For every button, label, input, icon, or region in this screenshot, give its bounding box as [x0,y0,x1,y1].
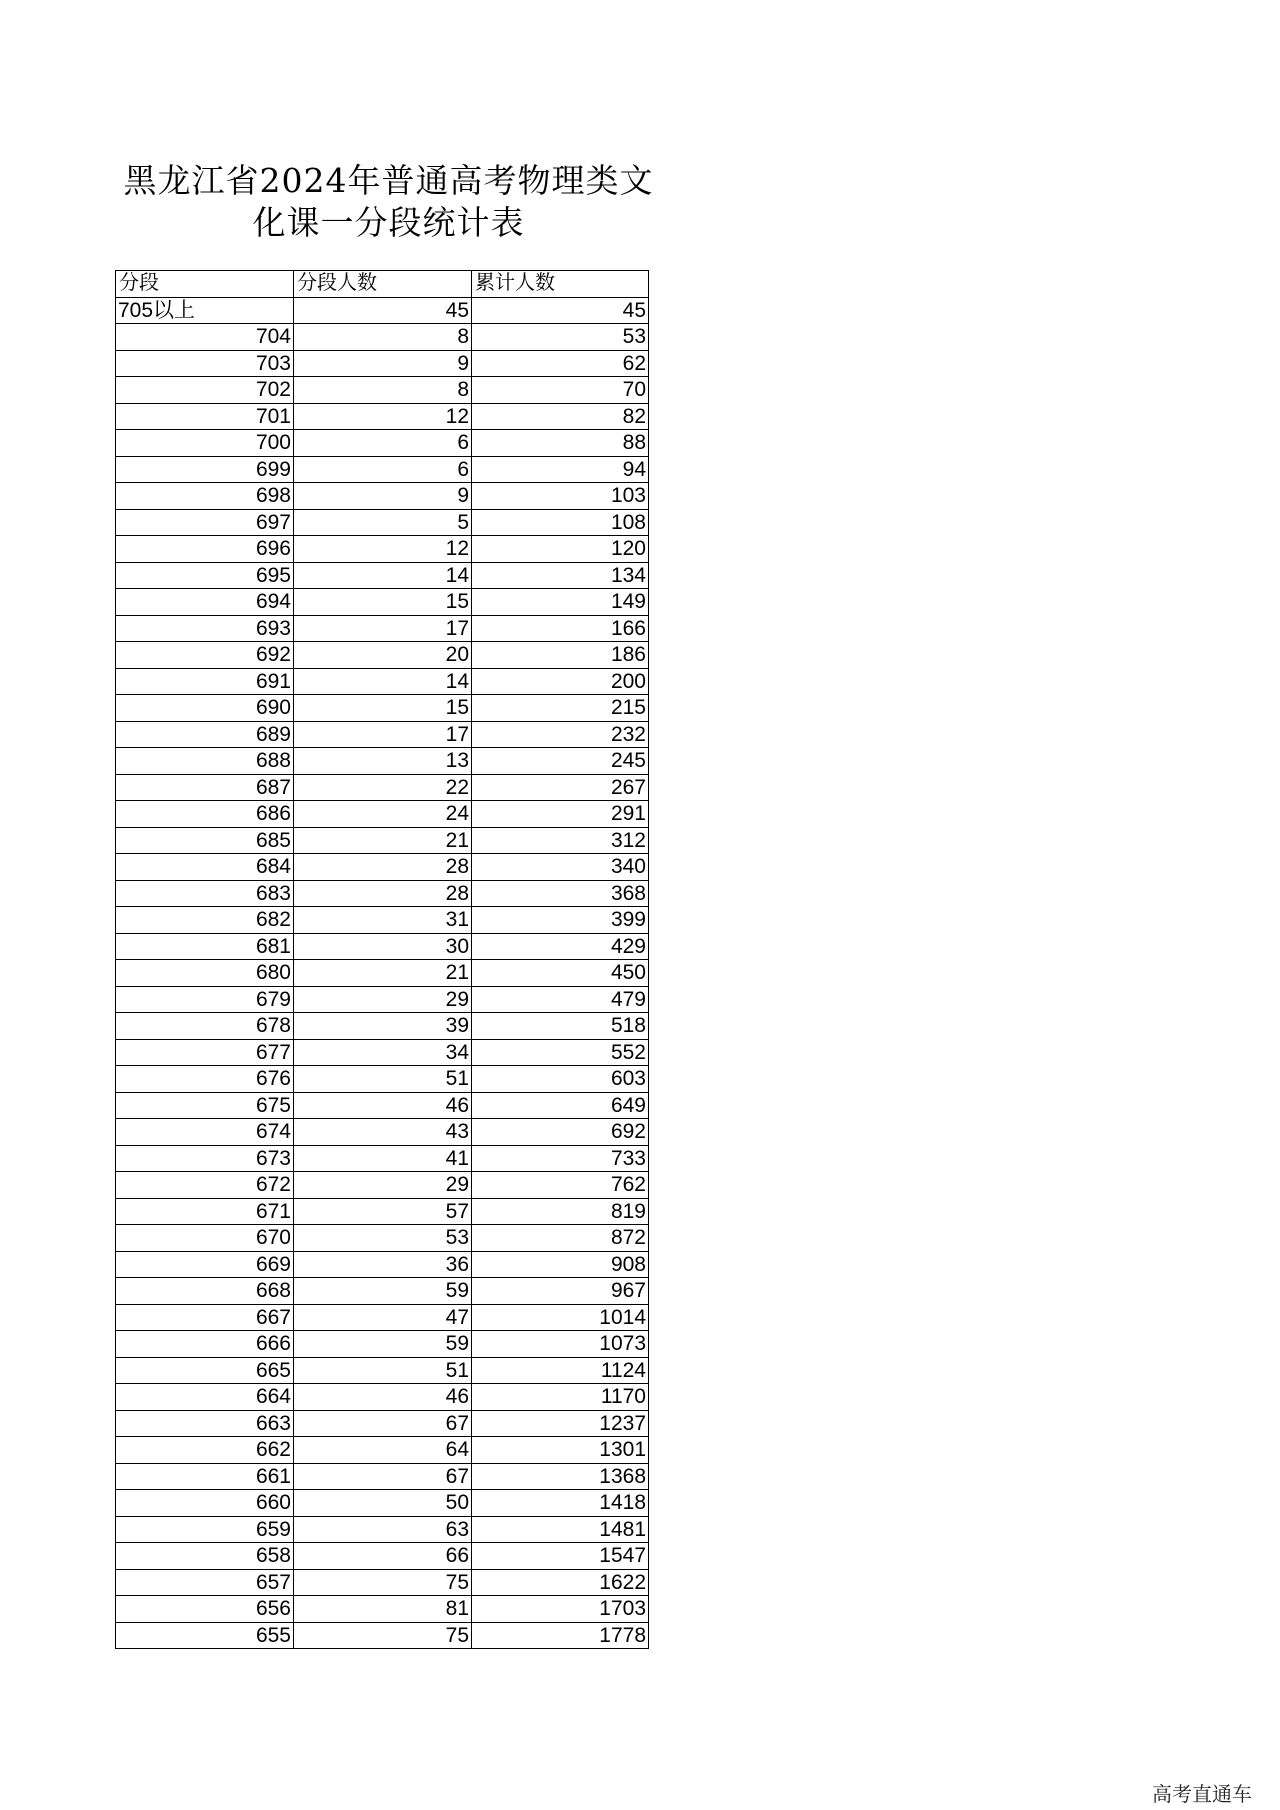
table-row [116,324,649,351]
cumulative-count-cell: 1237 [472,1410,649,1437]
table-row [116,1145,649,1172]
cumulative-count-cell: 908 [472,1251,649,1278]
band-count-cell: 63 [294,1516,472,1543]
score-band-cell: 657 [116,1569,294,1596]
score-band-cell: 662 [116,1437,294,1464]
band-count-cell: 36 [294,1251,472,1278]
score-band-cell: 673 [116,1145,294,1172]
table-row [116,1543,649,1570]
table-row [116,907,649,934]
score-band-cell: 684 [116,854,294,881]
cumulative-count-cell: 1014 [472,1304,649,1331]
cumulative-count-cell: 1124 [472,1357,649,1384]
band-count-cell: 15 [294,589,472,616]
band-count-cell: 67 [294,1463,472,1490]
score-band-cell: 664 [116,1384,294,1411]
cumulative-count-cell: 762 [472,1172,649,1199]
cumulative-count-cell: 692 [472,1119,649,1146]
cumulative-count-cell: 1703 [472,1596,649,1623]
band-count-cell: 47 [294,1304,472,1331]
score-band-cell: 698 [116,483,294,510]
table-row [116,642,649,669]
table-row [116,1516,649,1543]
table-row [116,986,649,1013]
table-row [116,1331,649,1358]
score-band-cell: 668 [116,1278,294,1305]
score-band-cell: 678 [116,1013,294,1040]
band-count-cell: 51 [294,1357,472,1384]
table-row [116,960,649,987]
band-count-cell: 50 [294,1490,472,1517]
cumulative-count-cell: 1073 [472,1331,649,1358]
band-count-cell: 75 [294,1569,472,1596]
table-row [116,1013,649,1040]
band-count-cell: 67 [294,1410,472,1437]
cumulative-count-cell: 1418 [472,1490,649,1517]
cumulative-count-cell: 649 [472,1092,649,1119]
band-count-cell: 28 [294,854,472,881]
band-count-cell: 81 [294,1596,472,1623]
table-row [116,1119,649,1146]
band-count-cell: 29 [294,986,472,1013]
score-band-cell: 700 [116,430,294,457]
cumulative-count-cell: 94 [472,456,649,483]
score-band-cell: 697 [116,509,294,536]
band-count-cell: 8 [294,377,472,404]
band-count-cell: 13 [294,748,472,775]
table-row [116,1410,649,1437]
table-header-row [116,271,649,298]
band-count-cell: 57 [294,1198,472,1225]
table-row [116,1225,649,1252]
table-row [116,1251,649,1278]
score-band-cell: 683 [116,880,294,907]
score-band-cell: 655 [116,1622,294,1649]
table-row [116,430,649,457]
score-band-cell: 660 [116,1490,294,1517]
band-count-cell: 53 [294,1225,472,1252]
score-distribution-table [115,270,649,1649]
cumulative-count-cell: 215 [472,695,649,722]
band-count-cell: 12 [294,536,472,563]
band-count-cell: 6 [294,456,472,483]
cumulative-count-cell: 103 [472,483,649,510]
cumulative-count-cell: 518 [472,1013,649,1040]
watermark-text: 高考直通车 [1152,1784,1252,1806]
score-band-cell: 689 [116,721,294,748]
score-band-cell: 705以上 [116,297,294,324]
title-line-2: 化课一分段统计表 [252,203,525,242]
band-count-cell: 28 [294,880,472,907]
table-row [116,1622,649,1649]
cumulative-count-cell: 53 [472,324,649,351]
score-band-cell: 658 [116,1543,294,1570]
table-row [116,1278,649,1305]
table-row [116,801,649,828]
score-band-cell: 670 [116,1225,294,1252]
table-row [116,748,649,775]
table-row [116,1437,649,1464]
table-row [116,536,649,563]
cumulative-count-cell: 819 [472,1198,649,1225]
band-count-cell: 14 [294,562,472,589]
table-row [116,1384,649,1411]
band-count-cell: 21 [294,960,472,987]
score-band-cell: 691 [116,668,294,695]
cumulative-count-cell: 479 [472,986,649,1013]
score-band-cell: 661 [116,1463,294,1490]
cumulative-count-cell: 82 [472,403,649,430]
band-count-cell: 22 [294,774,472,801]
band-count-cell: 75 [294,1622,472,1649]
score-band-cell: 656 [116,1596,294,1623]
table-row [116,774,649,801]
document-title [116,160,661,244]
table-row [116,1092,649,1119]
cumulative-count-cell: 1547 [472,1543,649,1570]
band-count-cell: 15 [294,695,472,722]
cumulative-count-cell: 62 [472,350,649,377]
score-band-cell: 659 [116,1516,294,1543]
cumulative-count-cell: 186 [472,642,649,669]
band-count-cell: 14 [294,668,472,695]
table-row [116,1172,649,1199]
band-count-cell: 45 [294,297,472,324]
band-count-cell: 17 [294,615,472,642]
cumulative-count-cell: 1622 [472,1569,649,1596]
score-band-cell: 685 [116,827,294,854]
table-row [116,880,649,907]
cumulative-count-cell: 1481 [472,1516,649,1543]
score-band-cell: 695 [116,562,294,589]
score-band-cell: 669 [116,1251,294,1278]
score-band-cell: 704 [116,324,294,351]
cumulative-count-cell: 733 [472,1145,649,1172]
score-band-cell: 676 [116,1066,294,1093]
table-row [116,350,649,377]
table-row [116,483,649,510]
band-count-cell: 30 [294,933,472,960]
band-count-cell: 43 [294,1119,472,1146]
cumulative-count-cell: 340 [472,854,649,881]
cumulative-count-cell: 70 [472,377,649,404]
cumulative-count-cell: 88 [472,430,649,457]
band-count-cell: 31 [294,907,472,934]
score-band-cell: 703 [116,350,294,377]
cumulative-count-cell: 291 [472,801,649,828]
table-row [116,933,649,960]
cumulative-count-cell: 552 [472,1039,649,1066]
table-row [116,1039,649,1066]
table-row [116,615,649,642]
band-count-cell: 39 [294,1013,472,1040]
table-row [116,1463,649,1490]
cumulative-count-cell: 399 [472,907,649,934]
cumulative-count-cell: 166 [472,615,649,642]
band-count-cell: 46 [294,1092,472,1119]
band-count-cell: 24 [294,801,472,828]
table-row [116,377,649,404]
score-band-cell: 693 [116,615,294,642]
score-band-cell: 674 [116,1119,294,1146]
score-band-cell: 681 [116,933,294,960]
table-row [116,509,649,536]
score-band-cell: 692 [116,642,294,669]
band-count-cell: 46 [294,1384,472,1411]
band-count-cell: 59 [294,1331,472,1358]
table-row [116,1304,649,1331]
cumulative-count-cell: 429 [472,933,649,960]
score-band-cell: 675 [116,1092,294,1119]
cumulative-count-cell: 1170 [472,1384,649,1411]
cumulative-count-cell: 1368 [472,1463,649,1490]
score-band-cell: 701 [116,403,294,430]
cumulative-count-cell: 1301 [472,1437,649,1464]
band-count-cell: 6 [294,430,472,457]
table-row [116,1569,649,1596]
table-row [116,721,649,748]
score-band-cell: 687 [116,774,294,801]
score-band-cell: 694 [116,589,294,616]
table-row [116,1357,649,1384]
score-band-cell: 663 [116,1410,294,1437]
table-row [116,1198,649,1225]
band-count-cell: 8 [294,324,472,351]
cumulative-count-cell: 368 [472,880,649,907]
score-band-cell: 671 [116,1198,294,1225]
cumulative-count-cell: 1778 [472,1622,649,1649]
header-cumulative-count: 累计人数 [472,271,649,298]
band-count-cell: 41 [294,1145,472,1172]
cumulative-count-cell: 267 [472,774,649,801]
band-count-cell: 29 [294,1172,472,1199]
table-row [116,297,649,324]
score-band-cell: 666 [116,1331,294,1358]
score-band-cell: 696 [116,536,294,563]
band-count-cell: 51 [294,1066,472,1093]
band-count-cell: 9 [294,483,472,510]
cumulative-count-cell: 450 [472,960,649,987]
cumulative-count-cell: 120 [472,536,649,563]
header-band-count: 分段人数 [294,271,472,298]
score-band-cell: 702 [116,377,294,404]
band-count-cell: 5 [294,509,472,536]
table-row [116,403,649,430]
score-band-cell: 686 [116,801,294,828]
score-band-cell: 679 [116,986,294,1013]
band-count-cell: 12 [294,403,472,430]
cumulative-count-cell: 200 [472,668,649,695]
table-row [116,1066,649,1093]
score-band-cell: 672 [116,1172,294,1199]
cumulative-count-cell: 134 [472,562,649,589]
table-row [116,456,649,483]
title-line-1: 黑龙江省2024年普通高考物理类文 [123,161,654,200]
band-count-cell: 20 [294,642,472,669]
band-count-cell: 9 [294,350,472,377]
table-row [116,668,649,695]
score-band-cell: 688 [116,748,294,775]
score-band-cell: 667 [116,1304,294,1331]
table-row [116,589,649,616]
cumulative-count-cell: 149 [472,589,649,616]
table-row [116,854,649,881]
score-band-cell: 665 [116,1357,294,1384]
band-count-cell: 66 [294,1543,472,1570]
score-band-cell: 680 [116,960,294,987]
band-count-cell: 34 [294,1039,472,1066]
band-count-cell: 59 [294,1278,472,1305]
cumulative-count-cell: 245 [472,748,649,775]
score-band-cell: 699 [116,456,294,483]
table-row [116,695,649,722]
cumulative-count-cell: 45 [472,297,649,324]
header-score-band: 分段 [116,271,294,298]
cumulative-count-cell: 603 [472,1066,649,1093]
table-row [116,562,649,589]
band-count-cell: 21 [294,827,472,854]
table-row [116,1490,649,1517]
score-band-cell: 690 [116,695,294,722]
score-band-cell: 682 [116,907,294,934]
band-count-cell: 64 [294,1437,472,1464]
cumulative-count-cell: 232 [472,721,649,748]
table-row [116,827,649,854]
table-row [116,1596,649,1623]
cumulative-count-cell: 108 [472,509,649,536]
band-count-cell: 17 [294,721,472,748]
cumulative-count-cell: 872 [472,1225,649,1252]
cumulative-count-cell: 312 [472,827,649,854]
score-band-cell: 677 [116,1039,294,1066]
cumulative-count-cell: 967 [472,1278,649,1305]
